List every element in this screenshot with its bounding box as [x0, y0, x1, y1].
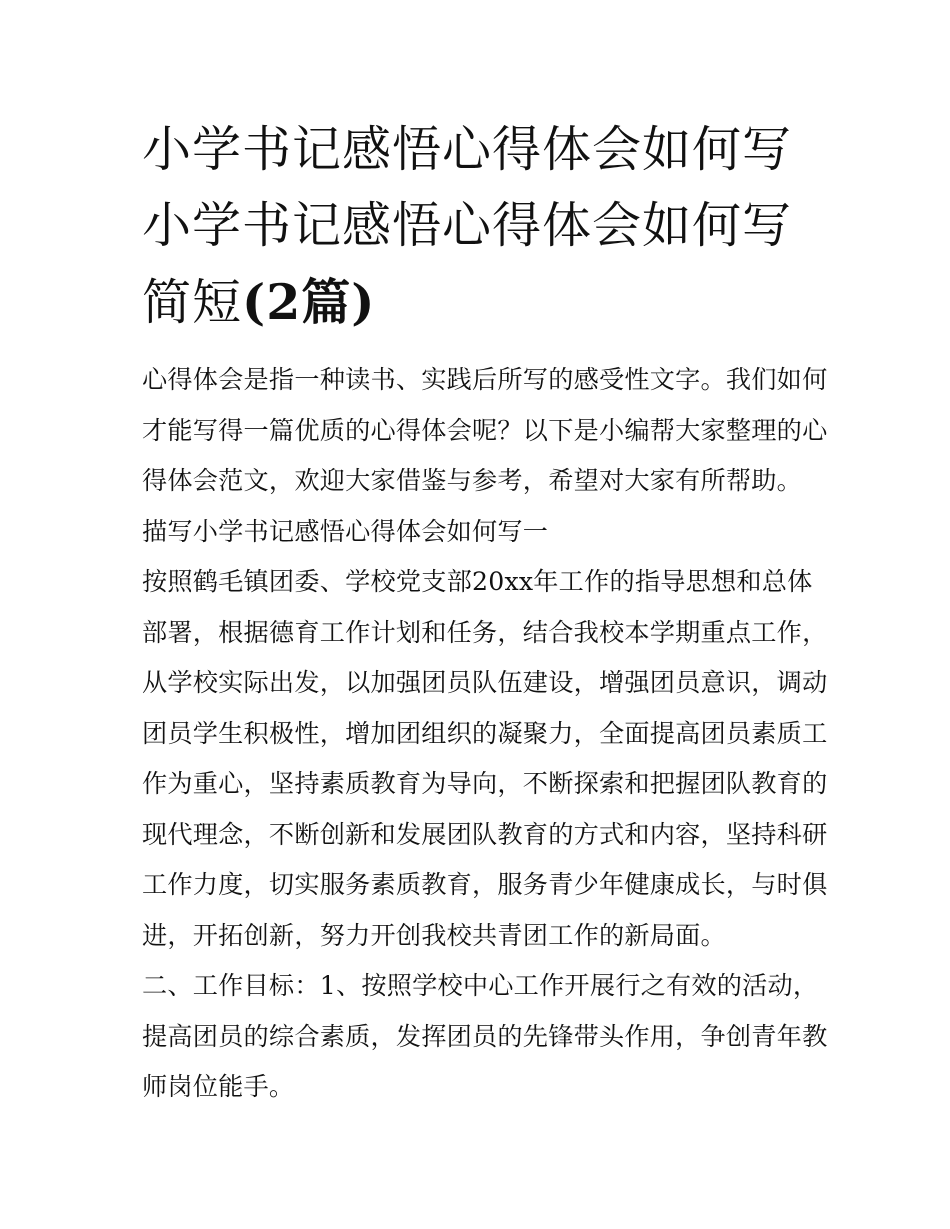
- text-line: 进，开拓创新，努力开创我校共青团工作的新局面。: [142, 920, 726, 950]
- intro-paragraph: [142, 355, 828, 507]
- section-heading: [142, 507, 814, 558]
- text-line: 团员学生积极性，增加团组织的凝聚力，全面提高团员素质工: [142, 718, 828, 748]
- text-line: 作为重心，坚持素质教育为导向，不断探索和把握团队教育的: [142, 769, 828, 798]
- body-paragraph: [142, 557, 828, 961]
- text-line: 从学校实际出发，以加强团员队伍建设，增强团员意识，调动: [142, 668, 828, 697]
- text-line: 工作力度，切实服务素质教育，服务青少年健康成长，与时俱: [142, 870, 828, 899]
- text-line: 得体会范文，欢迎大家借鉴与参考，希望对大家有所帮助。: [142, 466, 803, 495]
- title-count: (2篇): [242, 273, 376, 331]
- document-title: [142, 112, 814, 341]
- text-line: 才能写得一篇优质的心得体会呢？以下是小编帮大家整理的心: [142, 415, 828, 445]
- text-line: 心得体会是指一种读书、实践后所写的感受性文字。我们如何: [142, 365, 828, 394]
- title-line: 小学书记感悟心得体会如何写: [142, 197, 793, 254]
- title-line: [142, 264, 814, 341]
- goals-paragraph: [142, 961, 828, 1113]
- text-line: 描写小学书记感悟心得体会如何写一: [142, 516, 549, 546]
- text-line: 提高团员的综合素质，发挥团员的先锋带头作用，争创青年教: [142, 1021, 828, 1051]
- title-text: 简短: [142, 274, 243, 331]
- document-page: [142, 112, 828, 1113]
- text-line: 师岗位能手。: [142, 1072, 295, 1101]
- text-line: 二、工作目标：1、按照学校中心工作开展行之有效的活动，: [142, 971, 819, 1000]
- title-line: 小学书记感悟心得体会如何写: [142, 121, 793, 178]
- text-line: 现代理念，不断创新和发展团队教育的方式和内容，坚持科研: [142, 819, 828, 849]
- text-line: 部署，根据德育工作计划和任务，结合我校本学期重点工作，: [142, 617, 828, 647]
- text-line: 按照鹤毛镇团委、学校党支部20xx年工作的指导思想和总体: [142, 567, 813, 596]
